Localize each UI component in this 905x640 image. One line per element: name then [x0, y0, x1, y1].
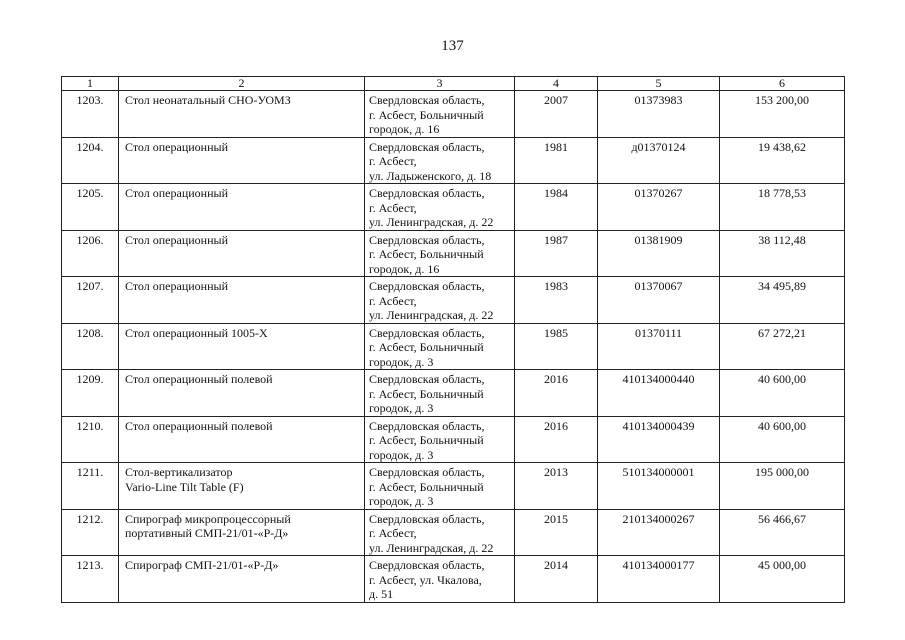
item-address-line: Свердловская область,: [369, 186, 485, 200]
item-name-line: Vario-Line Tilt Table (F): [125, 479, 244, 494]
inventory-number: 01373983: [598, 91, 720, 138]
item-year: 2016: [515, 416, 598, 463]
item-address-line: ул. Ленинградская, д. 22: [369, 215, 494, 229]
item-name: [119, 323, 365, 370]
item-address-line: городок, д. 16: [369, 122, 440, 136]
table-row: [62, 556, 845, 603]
item-address-line: г. Асбест,: [369, 526, 417, 540]
item-name: [119, 463, 365, 510]
item-address-line: Свердловская область,: [369, 465, 485, 479]
item-name-line: Стол операционный: [125, 186, 229, 200]
item-address-line: ул. Ладыженского, д. 18: [369, 168, 492, 183]
table-row: [62, 184, 845, 231]
item-address-line: г. Асбест, Больничный: [369, 340, 484, 354]
column-header: 2: [119, 77, 365, 91]
row-number: 1205.: [62, 184, 119, 231]
table-row: [62, 277, 845, 324]
item-year: 1987: [515, 230, 598, 277]
inventory-number: 01381909: [598, 230, 720, 277]
item-address-line: Свердловская область,: [369, 139, 485, 154]
item-cost: 195 000,00: [720, 463, 845, 510]
table-header-row: [62, 77, 845, 91]
inventory-number: 410134000440: [598, 370, 720, 417]
item-address: [365, 277, 515, 324]
item-address-line: Свердловская область,: [369, 511, 485, 526]
item-address-line: г. Асбест, Больничный: [369, 433, 484, 447]
item-address: [365, 370, 515, 417]
item-name: [119, 556, 365, 603]
item-address-line: Свердловская область,: [369, 279, 485, 293]
item-address-line: Свердловская область,: [369, 232, 485, 247]
item-cost: 56 466,67: [720, 509, 845, 556]
item-year: 2014: [515, 556, 598, 603]
item-cost: 40 600,00: [720, 416, 845, 463]
item-name: [119, 277, 365, 324]
item-year: 1983: [515, 277, 598, 324]
table-row: [62, 137, 845, 184]
item-name-line: Стол операционный: [125, 279, 229, 293]
item-year: 2013: [515, 463, 598, 510]
item-address-line: г. Асбест, ул. Чкалова,: [369, 572, 482, 587]
item-year: 2016: [515, 370, 598, 417]
item-address: [365, 184, 515, 231]
inventory-number: 510134000001: [598, 463, 720, 510]
item-cost: 67 272,21: [720, 323, 845, 370]
table-row: [62, 230, 845, 277]
item-address-line: ул. Ленинградская, д. 22: [369, 308, 494, 322]
item-name: [119, 137, 365, 184]
item-address: [365, 556, 515, 603]
column-header: 4: [515, 77, 598, 91]
column-header: 6: [720, 77, 845, 91]
item-address: [365, 137, 515, 184]
item-address-line: г. Асбест, Больничный: [369, 247, 484, 261]
item-address-line: г. Асбест,: [369, 154, 417, 168]
row-number: 1210.: [62, 416, 119, 463]
item-year: 1984: [515, 184, 598, 231]
item-cost: 45 000,00: [720, 556, 845, 603]
item-year: 2007: [515, 91, 598, 138]
table-row: [62, 416, 845, 463]
item-cost: 34 495,89: [720, 277, 845, 324]
item-cost: 18 778,53: [720, 184, 845, 231]
item-address-line: городок, д. 3: [369, 447, 434, 462]
item-address-line: Свердловская область,: [369, 558, 485, 572]
item-address-line: городок, д. 3: [369, 494, 434, 508]
inventory-number: 210134000267: [598, 509, 720, 556]
item-address-line: Свердловская область,: [369, 325, 485, 340]
row-number: 1212.: [62, 509, 119, 556]
item-year: 1981: [515, 137, 598, 184]
item-name: [119, 370, 365, 417]
item-address: [365, 230, 515, 277]
table-row: [62, 323, 845, 370]
item-name: [119, 416, 365, 463]
table-row: [62, 91, 845, 138]
row-number: 1208.: [62, 323, 119, 370]
column-header: 5: [598, 77, 720, 91]
item-name-line: Стол неонатальный СНО-УОМЗ: [125, 93, 291, 107]
item-name-line: Спирограф микропроцессорный: [125, 511, 291, 526]
item-address: [365, 463, 515, 510]
table-body: [62, 91, 845, 603]
table-row: [62, 370, 845, 417]
row-number: 1207.: [62, 277, 119, 324]
inventory-number: 410134000177: [598, 556, 720, 603]
item-address-line: городок, д. 16: [369, 261, 440, 276]
item-address-line: ул. Ленинградская, д. 22: [369, 540, 494, 555]
inventory-number: 01370067: [598, 277, 720, 324]
item-address-line: г. Асбест, Больничный: [369, 479, 484, 494]
item-address: [365, 416, 515, 463]
item-cost: 38 112,48: [720, 230, 845, 277]
item-name-line: Спирограф СМП-21/01-«Р-Д»: [125, 558, 279, 572]
item-name-line: портативный СМП-21/01-«Р-Д»: [125, 526, 289, 540]
item-cost: 40 600,00: [720, 370, 845, 417]
item-name-line: Стол операционный полевой: [125, 372, 273, 386]
item-address-line: городок, д. 3: [369, 401, 434, 415]
inventory-number: д01370124: [598, 137, 720, 184]
item-name-line: Стол операционный полевой: [125, 418, 273, 433]
inventory-number: 410134000439: [598, 416, 720, 463]
item-address-line: г. Асбест, Больничный: [369, 107, 484, 122]
item-address-line: Свердловская область,: [369, 372, 485, 386]
item-year: 2015: [515, 509, 598, 556]
item-address-line: г. Асбест,: [369, 200, 417, 215]
column-header: 3: [365, 77, 515, 91]
item-address-line: г. Асбест,: [369, 293, 417, 308]
item-address: [365, 91, 515, 138]
item-address-line: городок, д. 3: [369, 354, 434, 369]
item-name: [119, 184, 365, 231]
item-year: 1985: [515, 323, 598, 370]
item-address-line: д. 51: [369, 587, 394, 601]
item-cost: 153 200,00: [720, 91, 845, 138]
row-number: 1206.: [62, 230, 119, 277]
property-table: [61, 76, 845, 603]
inventory-number: 01370267: [598, 184, 720, 231]
column-header: 1: [62, 77, 119, 91]
item-name-line: Стол операционный 1005-Х: [125, 325, 268, 340]
row-number: 1213.: [62, 556, 119, 603]
table-row: [62, 463, 845, 510]
inventory-number: 01370111: [598, 323, 720, 370]
item-address: [365, 323, 515, 370]
row-number: 1203.: [62, 91, 119, 138]
item-address-line: Свердловская область,: [369, 93, 485, 107]
item-address-line: Свердловская область,: [369, 418, 485, 433]
row-number: 1211.: [62, 463, 119, 510]
item-name: [119, 230, 365, 277]
item-name-line: Стол операционный: [125, 232, 229, 247]
item-address-line: г. Асбест, Больничный: [369, 386, 484, 401]
row-number: 1204.: [62, 137, 119, 184]
item-name-line: Стол операционный: [125, 139, 229, 154]
item-address: [365, 509, 515, 556]
item-name-line: Стол-вертикализатор: [125, 465, 233, 479]
item-cost: 19 438,62: [720, 137, 845, 184]
page-number: 137: [441, 38, 464, 54]
row-number: 1209.: [62, 370, 119, 417]
table-row: [62, 509, 845, 556]
item-name: [119, 509, 365, 556]
item-name: [119, 91, 365, 138]
